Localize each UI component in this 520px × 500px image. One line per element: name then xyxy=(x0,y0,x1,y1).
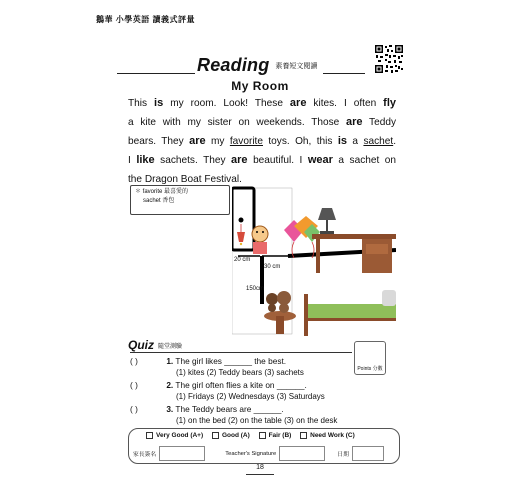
key-word: are xyxy=(345,116,363,128)
quiz-title: Quiz xyxy=(128,338,154,352)
girl-icon xyxy=(252,226,268,254)
reading-subtitle: 素養短文閱讀 xyxy=(275,63,318,70)
teacher-signature-field[interactable] xyxy=(279,446,325,461)
key-word: is xyxy=(154,97,164,109)
question-1 xyxy=(130,356,286,366)
question-number: 3. xyxy=(166,404,174,414)
parent-signature-field[interactable] xyxy=(159,446,205,461)
story-line: a kite with my sister on weekends. Those are Teddy xyxy=(128,116,396,128)
checkbox[interactable] xyxy=(300,432,307,439)
grade-option[interactable]: Very Good (A+) xyxy=(146,432,203,439)
points-box[interactable] xyxy=(354,341,386,375)
question-number: 1. xyxy=(166,356,174,366)
vocab-word: sachet xyxy=(363,136,394,147)
page-number: 18 xyxy=(256,464,264,471)
reading-heading xyxy=(197,52,317,76)
story-title: My Room xyxy=(231,79,289,93)
question-text: The Teddy bears are ______. xyxy=(175,404,284,414)
question-1-options: (1) kites (2) Teddy bears (3) sachets xyxy=(176,368,304,377)
heading-rule-left xyxy=(117,73,195,74)
vocab-row: sachet 香包 xyxy=(143,198,175,204)
story-line: bears. They are my favorite toys. Oh, this is a sachet. xyxy=(128,135,396,147)
key-word: are xyxy=(189,135,206,147)
date-label: 日期 xyxy=(337,452,349,458)
checkbox[interactable] xyxy=(259,432,266,439)
story-text xyxy=(128,94,396,189)
answer-blank[interactable]: ( ) xyxy=(130,356,138,366)
distance-label-30cm: 30 cm xyxy=(264,264,281,270)
parent-signature-label: 家長簽名 xyxy=(133,452,157,458)
question-2 xyxy=(130,380,307,390)
vocabulary-box xyxy=(130,185,230,215)
qr-code-icon[interactable] xyxy=(374,44,404,74)
vocab-row: ＊ favorite 最喜愛的 xyxy=(135,189,189,195)
question-3 xyxy=(130,404,284,414)
distance-label-20cm: 20 cm xyxy=(234,257,251,263)
checkbox[interactable] xyxy=(146,432,153,439)
header-title: 鵝華 小學英語 讀義式評量 xyxy=(96,15,195,24)
quiz-heading xyxy=(128,338,182,352)
points-label: Points 分數 xyxy=(357,366,383,372)
room-illustration xyxy=(232,186,396,336)
story-line: I like sachets. They are beautiful. I wear a sachet on xyxy=(128,154,397,166)
key-word: wear xyxy=(307,154,333,166)
question-3-options: (1) on the bed (2) on the table (3) on the desk xyxy=(176,416,338,425)
grade-option[interactable]: Need Work (C) xyxy=(300,432,355,439)
grade-options xyxy=(146,432,362,441)
quiz-rule xyxy=(130,352,352,353)
heading-rule-right xyxy=(323,73,365,74)
date-field[interactable] xyxy=(352,446,384,461)
key-word: is xyxy=(337,135,348,147)
quiz-subtitle: 隨堂測驗 xyxy=(158,343,183,350)
grade-option[interactable]: Fair (B) xyxy=(259,432,292,439)
vocab-word: favorite xyxy=(229,136,263,147)
story-line: the Dragon Boat Festival. xyxy=(128,174,242,185)
question-number: 2. xyxy=(166,380,174,390)
answer-blank[interactable]: ( ) xyxy=(130,380,138,390)
teacher-signature-label: Teacher's Signature xyxy=(225,450,277,457)
question-text: The girl likes ______ the best. xyxy=(175,356,287,366)
key-word: like xyxy=(136,154,155,166)
distance-label-150cm: 150cm xyxy=(246,286,265,292)
question-text: The girl often flies a kite on ______. xyxy=(175,380,307,390)
checkbox[interactable] xyxy=(212,432,219,439)
grade-option[interactable]: Good (A) xyxy=(212,432,250,439)
page-number-rule xyxy=(246,474,274,475)
question-2-options: (1) Fridays (2) Wednesdays (3) Saturdays xyxy=(176,392,325,401)
key-word: are xyxy=(231,154,248,166)
signature-row xyxy=(133,446,390,461)
reading-title: Reading xyxy=(197,55,270,75)
story-line: This is my room. Look! These are kites. I often fly xyxy=(128,97,397,109)
key-word: are xyxy=(289,97,307,109)
key-word: fly xyxy=(383,97,397,109)
answer-blank[interactable]: ( ) xyxy=(130,404,138,414)
